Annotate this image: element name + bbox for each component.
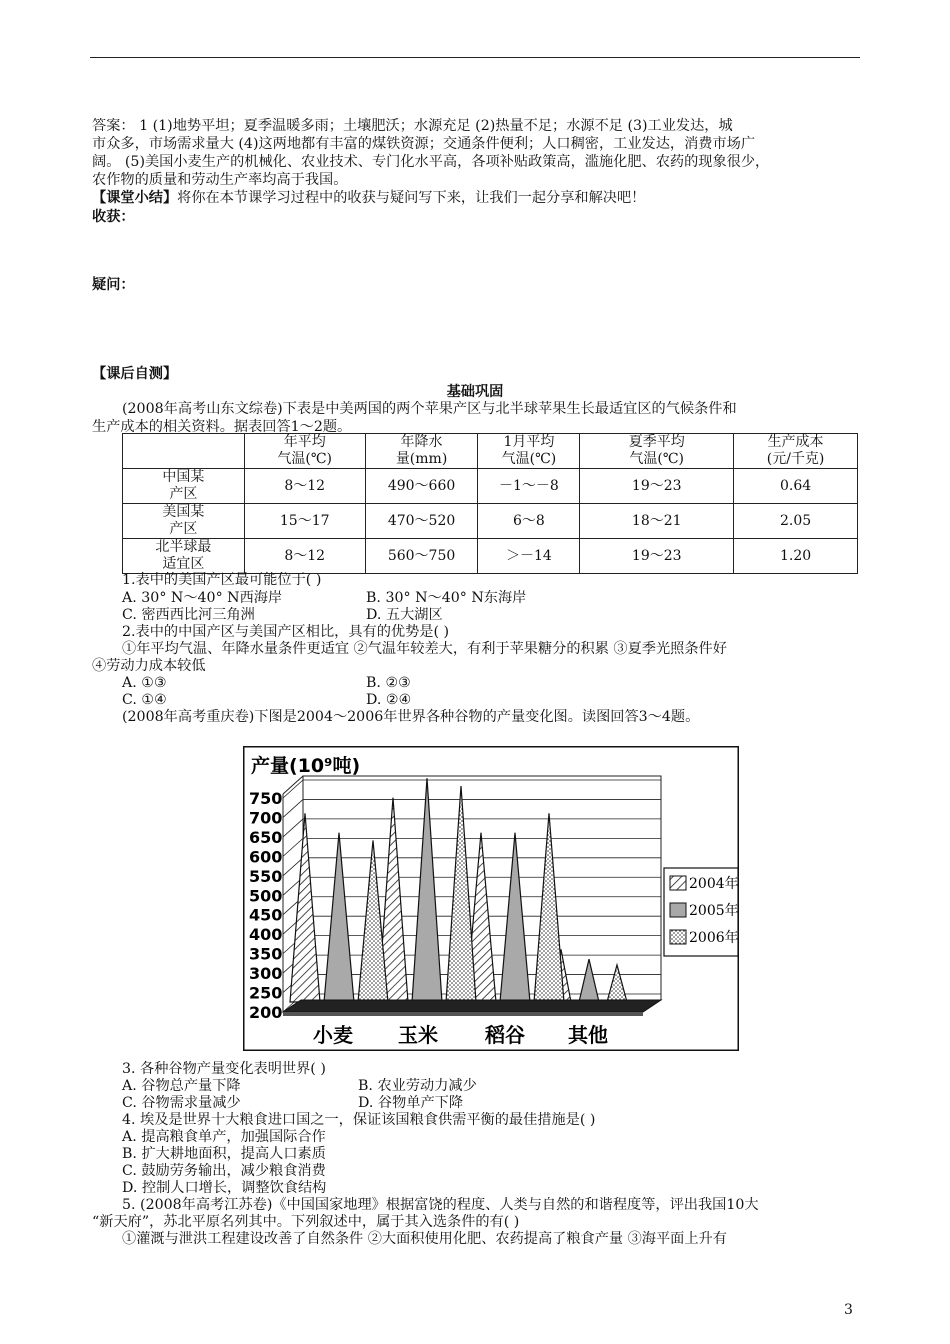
question-label: 疑问： (92, 277, 135, 293)
climate-table (122, 433, 858, 574)
q3-option-b: B. 农业劳动力减少 (358, 1078, 477, 1094)
category-label: 小麦 (313, 1023, 353, 1047)
q5-line-1: 5. (2008年高考江苏卷)《中国国家地理》根据富饶的程度、人类与自然的和谐程度等，评出我国10大 (122, 1197, 759, 1213)
legend-label: 2006年 (689, 930, 739, 946)
q5-line-2: “新天府”，苏北平原名列其中。下列叙述中，属于其入选条件的有( ) (92, 1214, 520, 1230)
selftest-heading: 【课后自测】 (92, 366, 178, 382)
q3-stem: 3. 各种谷物产量变化表明世界( ) (122, 1061, 326, 1077)
category-label: 玉米 (398, 1023, 438, 1047)
answer-line-2: 市众多，市场需求量大 (4)这两地都有丰富的煤铁资源；交通条件便利；人口稠密，工业发达，消费市场广 (92, 136, 756, 152)
table-cell: 15～17 (244, 504, 365, 539)
header-cost: 生产成本 (元/千克) (734, 434, 858, 469)
table-row (123, 504, 858, 539)
q2-stem: 2.表中的中国产区与美国产区相比，具有的优势是( ) (122, 624, 450, 640)
y-tick-label: 750 (249, 789, 283, 808)
y-tick-label: 450 (249, 905, 283, 925)
header-annual-temp: 年平均 气温(℃) (244, 434, 365, 469)
q1-stem: 1.表中的美国产区最可能位于( ) (122, 572, 322, 588)
y-tick-label: 550 (249, 866, 283, 886)
chart-title: 产量(10⁹吨) (251, 755, 361, 777)
q1-option-c: C. 密西西比河三角洲 (122, 607, 255, 623)
q4-option-d: D. 控制人口增长，调整饮食结构 (122, 1180, 327, 1196)
q2-option-b: B. ②③ (366, 675, 411, 691)
table-cell: 6～8 (478, 504, 580, 539)
q2-option-a: A. ①③ (122, 675, 167, 691)
table-header-row (123, 434, 858, 469)
table-cell: 0.64 (734, 469, 858, 504)
header-rule (90, 57, 860, 58)
y-tick-label: 600 (249, 847, 283, 867)
y-tick-label: 700 (249, 808, 283, 828)
legend-swatch (670, 903, 686, 917)
row-name-china: 中国某 产区 (123, 469, 245, 504)
table-cell: ＞－14 (478, 539, 580, 574)
legend-label: 2005年 (689, 903, 739, 919)
q1-option-d: D. 五大湖区 (366, 607, 443, 623)
table-row (123, 539, 858, 574)
intro1-line-2: 生产成本的相关资料。据表回答1～2题。 (92, 419, 352, 435)
y-tick-label: 300 (249, 964, 283, 984)
q4-option-c: C. 鼓励劳务输出，减少粮食消费 (122, 1163, 326, 1179)
summary-text: 将你在本节课学习过程中的收获与疑问写下来，让我们一起分享和解决吧！ (177, 190, 646, 206)
summary-heading: 【课堂小结】 (92, 190, 178, 206)
summary-line (92, 189, 862, 207)
answer-line-4: 农作物的质量和劳动生产率均高于我国。 (92, 172, 348, 188)
y-tick-label: 200 (249, 1003, 283, 1022)
table-cell: 19～23 (580, 469, 734, 504)
legend-label: 2004年 (689, 876, 739, 892)
table-cell: 470～520 (365, 504, 478, 539)
q3-option-d: D. 谷物单产下降 (358, 1095, 464, 1111)
table-cell: 19～23 (580, 539, 734, 574)
chart-floor (283, 1000, 661, 1012)
y-tick-label: 400 (249, 925, 283, 945)
table-cell: 8～12 (244, 469, 365, 504)
intro2: (2008年高考重庆卷)下图是2004～2006年世界各种谷物的产量变化图。读图回答3～4题。 (122, 709, 700, 725)
header-precip: 年降水 量(mm) (365, 434, 478, 469)
header-jan-temp: 1月平均 气温(℃) (478, 434, 580, 469)
table-cell: 490～660 (365, 469, 478, 504)
table-cell: 560～750 (365, 539, 478, 574)
table-cell: 2.05 (734, 504, 858, 539)
row-name-usa: 美国某 产区 (123, 504, 245, 539)
gain-label: 收获： (92, 209, 135, 225)
table-cell: 18～21 (580, 504, 734, 539)
table-corner (123, 434, 245, 469)
q4-option-b: B. 扩大耕地面积，提高人口素质 (122, 1146, 326, 1162)
legend-swatch (670, 930, 686, 944)
q3-option-c: C. 谷物需求量减少 (122, 1095, 241, 1111)
page-number: 3 (844, 1302, 853, 1318)
y-tick-label: 250 (249, 983, 283, 1003)
category-label: 其他 (568, 1023, 608, 1047)
q1-option-b: B. 30° N～40° N东海岸 (366, 590, 527, 606)
header-summer-temp: 夏季平均 气温(℃) (580, 434, 734, 469)
y-tick-label: 500 (249, 886, 283, 906)
category-label: 稻谷 (485, 1023, 525, 1047)
q2-option-d: D. ②④ (366, 692, 412, 708)
table-cell: 8～12 (244, 539, 365, 574)
table-cell: －1～－8 (478, 469, 580, 504)
section-title: 基础巩固 (446, 384, 504, 400)
row-name-optimal: 北半球最 适宜区 (123, 539, 245, 574)
table-cell: 1.20 (734, 539, 858, 574)
q5-line-3: ①灌溉与泄洪工程建设改善了自然条件 ②大面积使用化肥、农药提高了粮食产量 ③海平面上升有 (122, 1231, 727, 1247)
q1-option-a: A. 30° N～40° N西海岸 (122, 590, 283, 606)
q4-stem: 4. 埃及是世界十大粮食进口国之一，保证该国粮食供需平衡的最佳措施是( ) (122, 1112, 596, 1128)
chart-floor-edge (283, 1012, 643, 1016)
y-tick-label: 350 (249, 944, 283, 964)
answer-line-1: 答案： 1 (1)地势平坦；夏季温暖多雨；土壤肥沃；水源充足 (2)热量不足；水源不足 (3)工业发达，城 (92, 118, 733, 134)
intro1-line-1: (2008年高考山东文综卷)下表是中美两国的两个苹果产区与北半球苹果生长最适宜区的气候条件和 (122, 401, 737, 417)
q2-option-c: C. ①④ (122, 692, 167, 708)
q3-option-a: A. 谷物总产量下降 (122, 1078, 241, 1094)
q2-line-1: ①年平均气温、年降水量条件更适宜 ②气温年较差大，有利于苹果糖分的积累 ③夏季光照条件好 (122, 641, 727, 657)
q4-option-a: A. 提高粮食单产，加强国际合作 (122, 1129, 326, 1145)
q2-line-2: ④劳动力成本较低 (92, 658, 206, 674)
grain-production-chart (243, 746, 739, 1051)
y-tick-label: 650 (249, 827, 283, 847)
answer-line-3: 阔。 (5)美国小麦生产的机械化、农业技术、专门化水平高，各项补贴政策高，滥施化肥、农药的现象很少， (92, 154, 770, 170)
table-row (123, 469, 858, 504)
legend-swatch (670, 876, 686, 890)
